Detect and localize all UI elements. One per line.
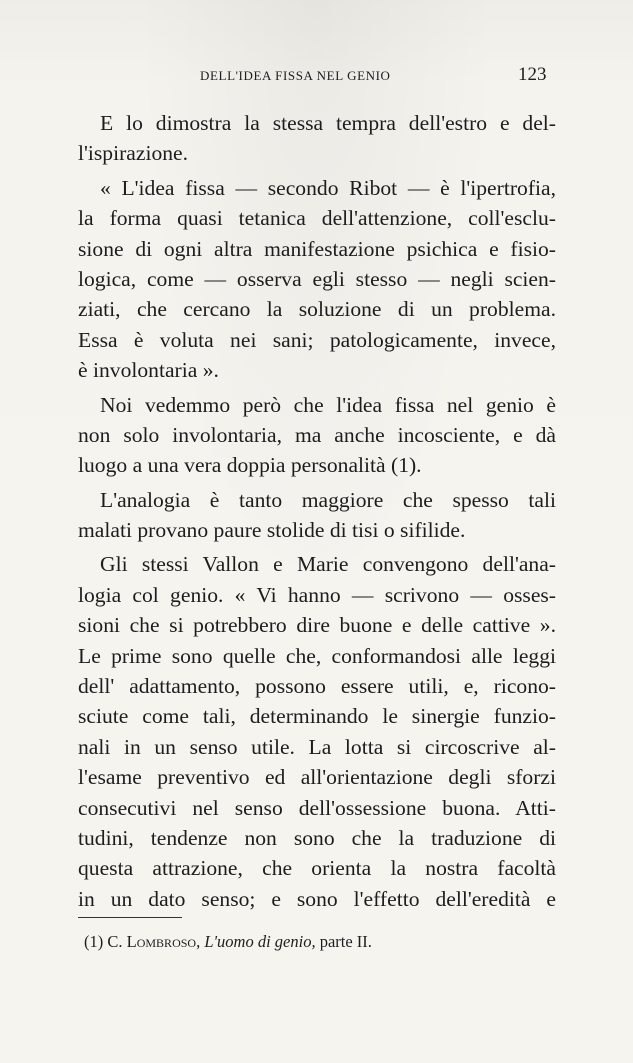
text-line: Essa è voluta nei sani; patologicamente, invece, — [78, 327, 556, 352]
text-line: non solo involontaria, ma anche incosciente, e dà — [78, 422, 556, 447]
text-line: Le prime sono quelle che, conformandosi alle leggi — [78, 643, 556, 668]
footnote-part: parte II. — [319, 932, 372, 951]
text-line: nali in un senso utile. La lotta si circoscrive al- — [78, 734, 556, 759]
footnote-author-initial: C. — [107, 932, 123, 951]
text-line: la forma quasi tetanica dell'attenzione, coll'esclu- — [78, 206, 556, 231]
body-text — [78, 108, 556, 914]
text-line: dell' adattamento, possono essere utili, e, ricono- — [78, 674, 556, 699]
text-line: malati provano paure stolide di tisi o sifilide. — [78, 518, 466, 543]
text-line: luogo a una vera doppia personalità (1). — [78, 453, 422, 478]
text-line: in un dato senso; e sono l'effetto dell'eredità e — [78, 886, 556, 911]
running-title: DELL'IDEA FISSA NEL GENIO — [200, 68, 391, 83]
text-line: « L'idea fissa — secondo Ribot — è l'ipertrofia, — [100, 175, 556, 200]
text-line: questa attrazione, che orienta la nostra facoltà — [78, 856, 556, 881]
text-line: ziati, che cercano la soluzione di un problema. — [78, 297, 556, 322]
text-line: logica, come — osserva egli stesso — negli scien- — [78, 266, 556, 291]
footnote-work-title: L'uomo di genio, — [204, 932, 316, 951]
text-line: E lo dimostra la stessa tempra dell'estro e del- — [100, 111, 556, 135]
footnote-marker: (1) — [84, 932, 104, 951]
text-line: logia col genio. « Vi hanno — scrivono — osses- — [78, 582, 556, 607]
text-line: Gli stessi Vallon e Marie convengono dell'ana- — [100, 552, 556, 577]
page-number: 123 — [518, 64, 547, 85]
text-line: è involontaria ». — [78, 358, 219, 383]
text-line: tudini, tendenze non sono che la traduzione di — [78, 825, 556, 850]
text-line: l'ispirazione. — [78, 141, 189, 166]
text-line: L'analogia è tanto maggiore che spesso tali — [100, 487, 556, 512]
text-line: sione di ogni altra manifestazione psichica e fisio- — [78, 236, 556, 261]
text-line: Noi vedemmo però che l'idea fissa nel genio è — [100, 392, 556, 417]
text-line: sioni che si potrebbero dire buone e delle cattive ». — [78, 613, 556, 638]
footnote-author-surname: Lombroso, — [126, 932, 201, 951]
text-line: sciute come tali, determinando le sinergie funzio- — [78, 704, 556, 729]
text-line: l'esame preventivo ed all'orientazione degli sforzi — [78, 765, 556, 790]
text-line: consecutivi nel senso dell'ossessione buona. Atti- — [78, 795, 556, 820]
footnote — [84, 932, 372, 952]
footnote-divider — [78, 917, 182, 918]
